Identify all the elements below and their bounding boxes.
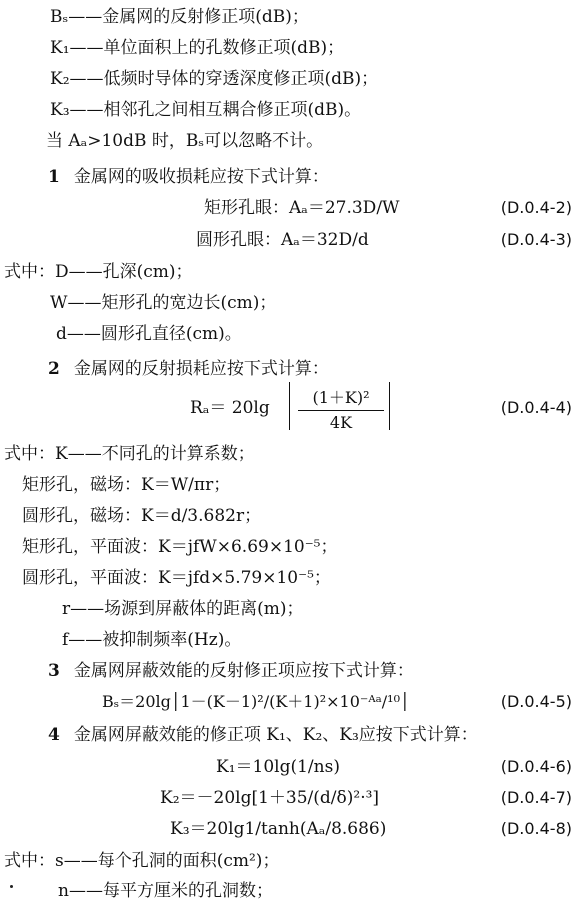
absolute-bar-right xyxy=(389,382,390,430)
r-definition: r——场源到屏蔽体的距离(m)； xyxy=(62,599,304,619)
equation-number: (D.0.4-2) xyxy=(500,198,572,217)
item-number: 2 xyxy=(48,359,60,379)
fraction xyxy=(298,385,384,432)
item-2 xyxy=(48,358,329,380)
item-text: 金属网的吸收损耗应按下式计算： xyxy=(73,167,329,187)
k-circ-magnetic: 圆形孔，磁场：K＝d/3.682r； xyxy=(22,506,262,526)
item-number: 4 xyxy=(48,725,60,745)
item-number: 1 xyxy=(48,167,60,187)
item-text: 金属网屏蔽效能的反射修正项应按下式计算： xyxy=(73,661,414,681)
item-4 xyxy=(48,724,478,746)
equation-d042: 矩形孔眼：Aₐ＝27.3D/W xyxy=(204,198,400,218)
n-definition: n——每平方厘米的孔洞数； xyxy=(58,881,273,901)
k2-definition: K₂——低频时导体的穿透深度修正项(dB)； xyxy=(50,69,379,89)
k3-definition: K₃——相邻孔之间相互耦合修正项(dB)。 xyxy=(50,100,362,120)
equation-number: (D.0.4-8) xyxy=(500,819,572,838)
k-circ-plane: 圆形孔，平面波：K＝jfd×5.79×10⁻⁵； xyxy=(22,568,331,588)
equation-number: (D.0.4-4) xyxy=(500,398,572,417)
f-definition: f——被抑制频率(Hz)。 xyxy=(62,630,242,650)
equation-d046: K₁＝10lg(1/ns) xyxy=(216,757,340,777)
equation-number: (D.0.4-3) xyxy=(500,230,572,249)
where-heading: 式中：D——孔深(cm)； xyxy=(4,262,193,282)
equation-d043: 圆形孔眼：Aₐ＝32D/d xyxy=(196,230,369,250)
fraction-numerator: (1＋K)² xyxy=(298,385,384,411)
item-3 xyxy=(48,660,414,682)
k-rect-magnetic: 矩形孔，磁场：K＝W/πr； xyxy=(22,475,231,495)
fraction-denominator: 4K xyxy=(329,413,353,432)
equation-d048: K₃＝20lg1/tanh(Aₐ/8.686) xyxy=(170,819,387,839)
note-line: 当 Aₐ>10dB 时，Bₛ可以忽略不计。 xyxy=(46,131,324,151)
d-definition: d——圆形孔直径(cm)。 xyxy=(56,324,242,344)
equation-number: (D.0.4-6) xyxy=(500,757,572,776)
where-heading: 式中：s——每个孔洞的面积(cm²)； xyxy=(4,851,280,871)
item-number: 3 xyxy=(48,661,60,681)
item-text: 金属网的反射损耗应按下式计算： xyxy=(73,359,329,379)
equation-d044: Rₐ＝ 20lg xyxy=(190,398,270,418)
equation-d047: K₂＝－20lg[1＋35/(d/δ)²·³] xyxy=(160,788,380,808)
w-definition: W——矩形孔的宽边长(cm)； xyxy=(50,293,277,313)
item-text: 金属网屏蔽效能的修正项 K₁、K₂、K₃应按下式计算： xyxy=(73,725,478,745)
margin-dot xyxy=(10,885,13,888)
where-heading: 式中：K——不同孔的计算系数； xyxy=(4,444,255,464)
bs-definition: Bₛ——金属网的反射修正项(dB)； xyxy=(50,7,309,27)
k-rect-plane: 矩形孔，平面波：K＝jfW×6.69×10⁻⁵； xyxy=(22,537,338,557)
equation-number: (D.0.4-5) xyxy=(500,692,572,711)
equation-d045: Bₛ＝20lg│1－(K－1)²/(K＋1)²×10⁻ᴬᵃ/¹⁰│ xyxy=(102,692,410,711)
absolute-bar-left xyxy=(289,382,290,430)
k1-definition: K₁——单位面积上的孔数修正项(dB)； xyxy=(50,38,345,58)
equation-number: (D.0.4-7) xyxy=(500,788,572,807)
item-1 xyxy=(48,166,329,188)
